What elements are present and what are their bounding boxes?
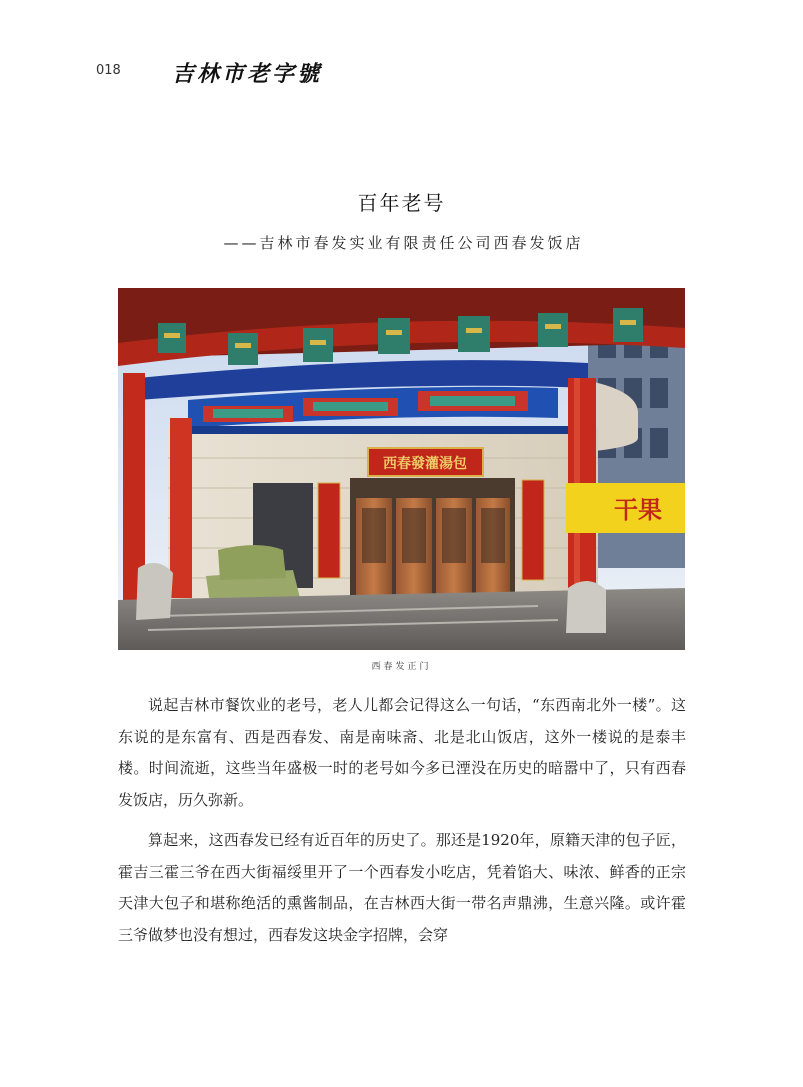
storefront-photo <box>118 288 685 650</box>
paragraph: 算起来，这西春发已经有近百年的历史了。那还是1920年，原籍天津的包子匠，霍吉三霍三爷在西大街福绥里开了一个西春发小吃店，凭着馅大、味浓、鲜香的正宗天津大包子和堪称绝活的熏酱制品，在吉林西大街一带名声鼎沸，生意兴隆。或许霍三爷做梦也没有想过，西春发这块金字招牌，会穿 <box>118 831 686 944</box>
signboard-text: 西春發灌湯包 <box>383 456 467 472</box>
article-title: 百年老号 <box>357 191 446 215</box>
photo-caption: 西春发正门 <box>371 662 432 672</box>
book-title: 吉林市老字號 <box>172 61 323 87</box>
body-text <box>118 690 686 960</box>
paragraph: 说起吉林市餐饮业的老号，老人儿都会记得这么一句话，“东西南北外一楼”。这东说的是东富有、西是西春发、南是南味斋、北是北山饭店，这外一楼说的是泰丰楼。时间流逝，这些当年盛极一时的老号如今多已湮没在历史的暗嚣中了，只有西春发饭店，历久弥新。 <box>118 696 686 809</box>
neighbor-sign-text: 干果 <box>614 496 662 524</box>
article-subtitle: ——吉林市春发实业有限责任公司西春发饭店 <box>223 234 584 252</box>
page-number: 018 <box>96 63 121 78</box>
